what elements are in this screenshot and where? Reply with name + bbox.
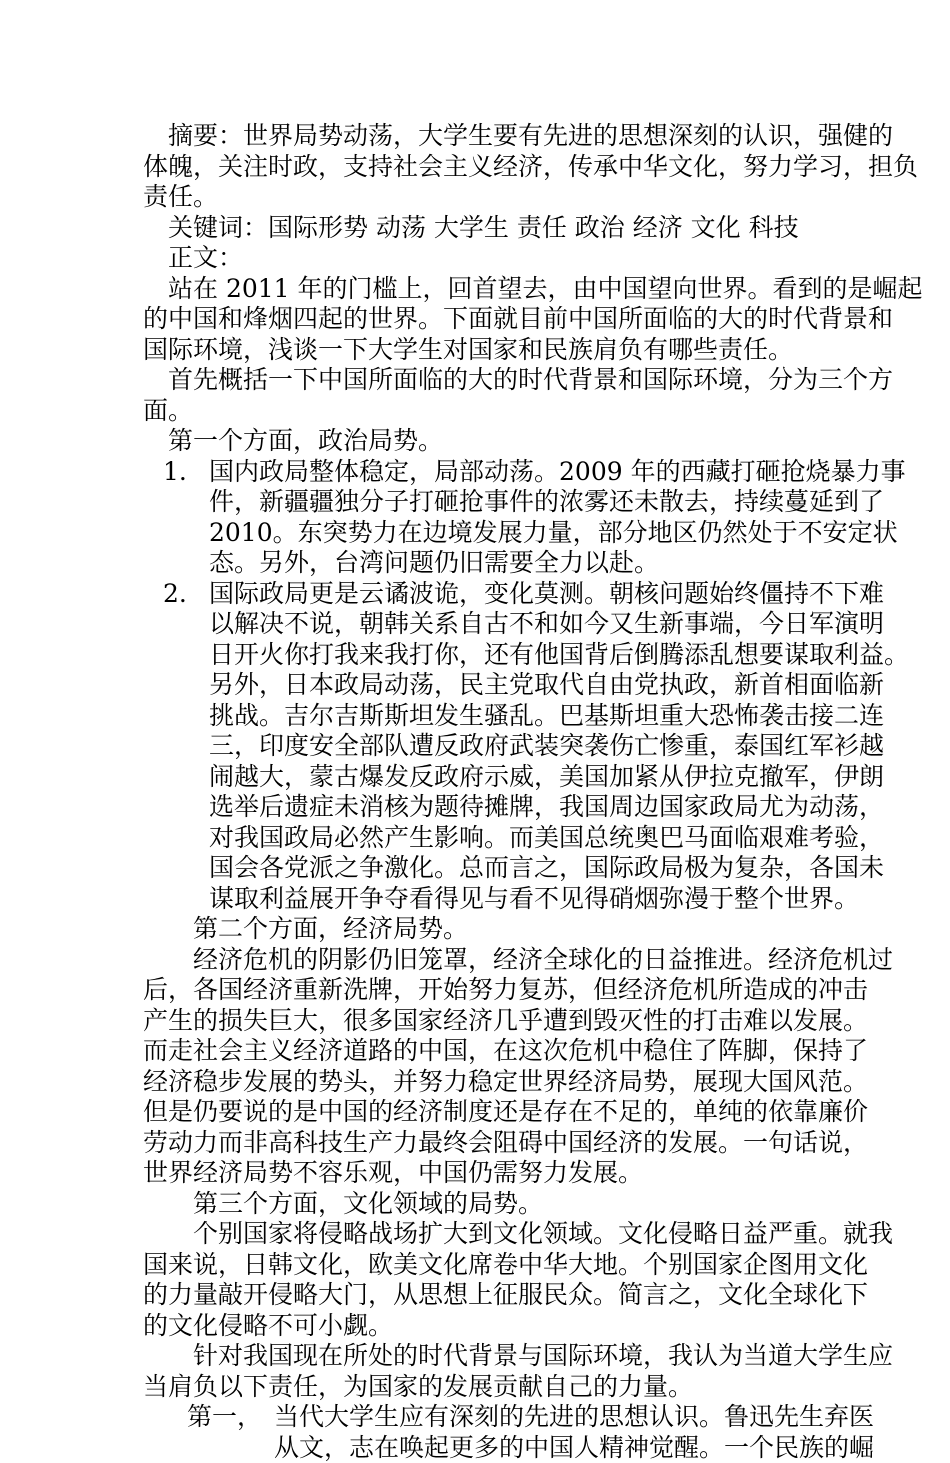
text-line: 个别国家将侵略战场扩大到文化领域。文化侵略日益严重。就我: [143, 1219, 813, 1250]
culture-paragraph: [143, 1219, 813, 1341]
text-line: 当肩负以下责任，为国家的发展贡献自己的力量。: [143, 1372, 813, 1403]
text-line: 另外，日本政局动荡，民主党取代自由党执政，新首相面临新: [209, 670, 909, 701]
first-point: [143, 1402, 813, 1463]
aspect3-heading: 第三个方面，文化领域的局势。: [143, 1189, 813, 1220]
text-line: 国际环境，浅谈一下大学生对国家和民族肩负有哪些责任。: [143, 335, 813, 366]
text-line: 体魄，关注时政，支持社会主义经济，传承中华文化，努力学习，担负: [143, 152, 813, 183]
item-number: 2.: [143, 579, 209, 610]
item-text: [209, 457, 906, 579]
text-line: 件，新疆疆独分子打砸抢事件的浓雾还未散去，持续蔓延到了: [209, 487, 906, 518]
overview-paragraph: [143, 365, 813, 426]
text-line: 劳动力而非高科技生产力最终会阻碍中国经济的发展。一句话说，: [143, 1128, 813, 1159]
text-line: 面。: [143, 396, 813, 427]
text-line: 而走社会主义经济道路的中国，在这次危机中稳住了阵脚，保持了: [143, 1036, 813, 1067]
text-line: 经济稳步发展的势头，并努力稳定世界经济局势，展现大国风范。: [143, 1067, 813, 1098]
numbered-item-2: [143, 579, 813, 915]
text-line: 国内政局整体稳定，局部动荡。2009 年的西藏打砸抢烧暴力事: [209, 457, 906, 488]
keywords-line: 关键词：国际形势 动荡 大学生 责任 政治 经济 文化 科技: [143, 213, 813, 244]
numbered-item-1: [143, 457, 813, 579]
aspect2-heading: 第二个方面，经济局势。: [143, 914, 813, 945]
text-line: 首先概括一下中国所面临的大的时代背景和国际环境，分为三个方: [143, 365, 813, 396]
text-line: 责任。: [143, 182, 813, 213]
text-line: 选举后遗症未消核为题待摊牌，我国周边国家政局尤为动荡，: [209, 792, 909, 823]
text-line: 摘要：世界局势动荡，大学生要有先进的思想深刻的认识，强健的: [143, 121, 813, 152]
text-line: 当代大学生应有深刻的先进的思想认识。鲁迅先生弃医: [274, 1402, 874, 1433]
text-line: 挑战。吉尔吉斯斯坦发生骚乱。巴基斯坦重大恐怖袭击接二连: [209, 701, 909, 732]
text-line: 的中国和烽烟四起的世界。下面就目前中国所面临的大的时代背景和: [143, 304, 813, 335]
aspect1-heading: 第一个方面，政治局势。: [143, 426, 813, 457]
text-line: 态。另外，台湾问题仍旧需要全力以赴。: [209, 548, 906, 579]
text-line: 的文化侵略不可小觑。: [143, 1311, 813, 1342]
text-line: 站在 2011 年的门槛上，回首望去，由中国望向世界。看到的是崛起: [143, 274, 813, 305]
text-line: 日开火你打我来我打你，还有他国背后倒腾添乱想要谋取利益。: [209, 640, 909, 671]
text-line: 国际政局更是云谲波诡，变化莫测。朝核问题始终僵持不下难: [209, 579, 909, 610]
text-line: 三，印度安全部队遭反政府武装突袭伤亡惨重，泰国红军衫越: [209, 731, 909, 762]
text-line: 谋取利益展开争夺看得见与看不见得硝烟弥漫于整个世界。: [209, 884, 909, 915]
text-line: 闹越大，蒙古爆发反政府示威，美国加紧从伊拉克撤军，伊朗: [209, 762, 909, 793]
text-line: 针对我国现在所处的时代背景与国际环境，我认为当道大学生应: [143, 1341, 813, 1372]
point-text: [274, 1402, 874, 1463]
text-line: 国来说，日韩文化，欧美文化席卷中华大地。个别国家企图用文化: [143, 1250, 813, 1281]
body-label: 正文：: [143, 243, 813, 274]
responsibility-paragraph: [143, 1341, 813, 1402]
text-line: 经济危机的阴影仍旧笼罩，经济全球化的日益推进。经济危机过: [143, 945, 813, 976]
text-line: 世界经济局势不容乐观，中国仍需努力发展。: [143, 1158, 813, 1189]
text-line: 国会各党派之争激化。总而言之，国际政局极为复杂，各国未: [209, 853, 909, 884]
text-line: 但是仍要说的是中国的经济制度还是存在不足的，单纯的依靠廉价: [143, 1097, 813, 1128]
point-label: 第一，: [143, 1402, 274, 1433]
text-line: 的力量敲开侵略大门，从思想上征服民众。简言之，文化全球化下: [143, 1280, 813, 1311]
item-text: [209, 579, 909, 915]
text-line: 对我国政局必然产生影响。而美国总统奥巴马面临艰难考验，: [209, 823, 909, 854]
abstract-paragraph: [143, 121, 813, 213]
economy-paragraph: [143, 945, 813, 1189]
text-line: 2010。东突势力在边境发展力量，部分地区仍然处于不安定状: [209, 518, 906, 549]
intro-paragraph: [143, 274, 813, 366]
item-number: 1.: [143, 457, 209, 488]
text-line: 后，各国经济重新洗牌，开始努力复苏，但经济危机所造成的冲击: [143, 975, 813, 1006]
text-line: 从文，志在唤起更多的中国人精神觉醒。一个民族的崛: [274, 1433, 874, 1463]
text-line: 以解决不说，朝韩关系自古不和如今又生新事端，今日军演明: [209, 609, 909, 640]
text-line: 产生的损失巨大，很多国家经济几乎遭到毁灭性的打击难以发展。: [143, 1006, 813, 1037]
document-body: [143, 121, 813, 1463]
